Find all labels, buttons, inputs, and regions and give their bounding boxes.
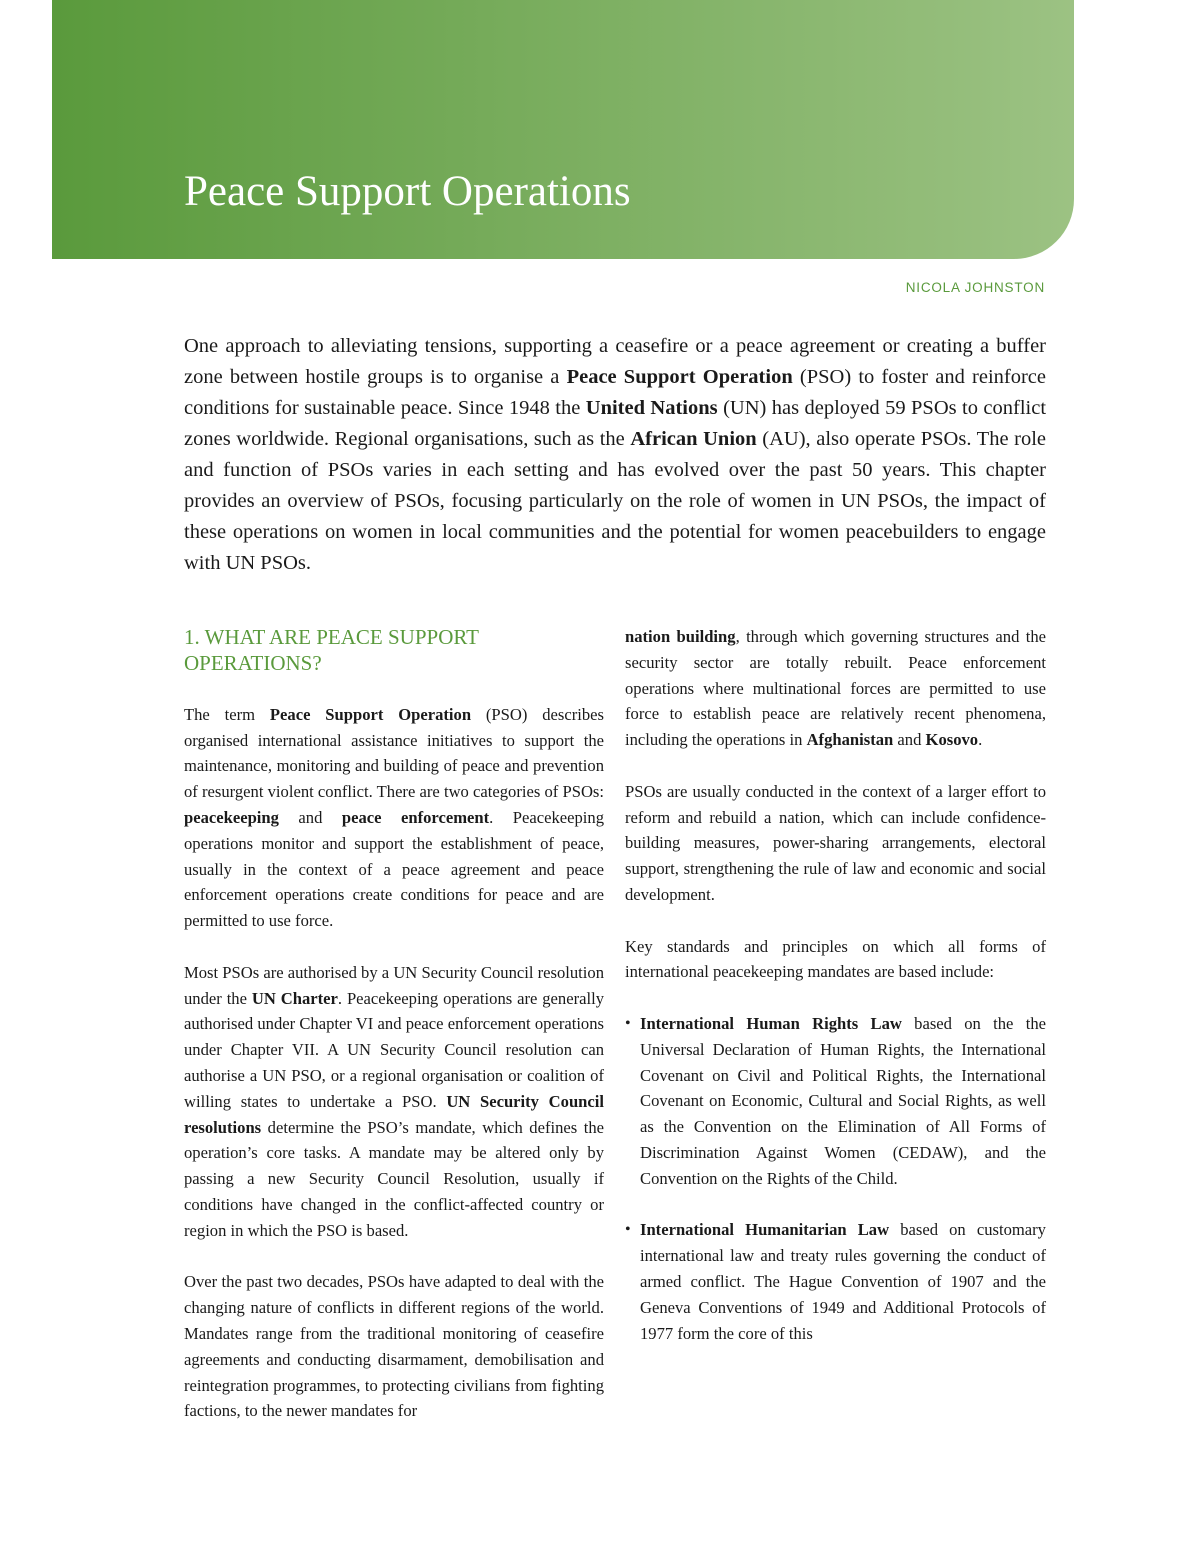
list-item — [625, 1011, 1046, 1192]
bold-term: UN Security Council resolutions — [184, 1091, 604, 1137]
body-paragraph — [184, 1269, 604, 1424]
body-text: , through which governing structures and the security sector are totally rebuilt. Peace enforcement operations where multinational forces are permitted to use force to establish peace are relatively recent phenomena, including the operations in — [625, 627, 1046, 750]
body-text: and — [278, 807, 342, 827]
body-paragraph: PSOs are usually conducted in the context of a larger effort to reform and rebuild a nation, which can include confidence-building measures, power-sharing arrangements, electoral support, strengthening the rule of law and economic and social development. — [625, 781, 1046, 904]
intro-bold-term: Peace Support Operation — [566, 366, 793, 388]
intro-text: (PSO) to foster and reinforce conditions for sustainable peace. Since 1948 the — [184, 366, 1047, 419]
list-item — [625, 1217, 1046, 1346]
left-column — [184, 624, 604, 1450]
bold-term: Afghanistan — [806, 730, 894, 750]
bold-term: peace enforcement — [341, 807, 490, 827]
section-heading: 1. WHAT ARE PEACE SUPPORT OPERATIONS? — [184, 625, 479, 675]
bold-term: UN Charter — [251, 988, 338, 1008]
author-name: NICOLA JOHNSTON — [905, 280, 1045, 295]
body-text: determine the PSO’s mandate, which defines the operation’s core tasks. A mandate may be altered only by passing a new Security Council Resolution, usually if conditions have changed in the conflict-affected country or region in which the PSO is based. — [184, 1117, 604, 1240]
body-paragraph — [184, 960, 604, 1244]
bullet-icon: • — [625, 1221, 631, 1239]
body-text: . Peacekeeping operations monitor and support the establishment of peace, usually in the context of a peace agreement and peace enforcement operations create conditions for peace and are permitted to use force. — [184, 807, 604, 931]
list-item-text: based on the the Universal Declaration of Human Rights, the International Covenant on Civil and Political Rights, the International Covenant on Economic, Cultural and Social Rights, as well as the Convention on the Elimination of All Forms of Discrimination Against Women (CEDAW), and the Convention on the Rights of the Child. — [640, 1013, 1046, 1188]
body-paragraph — [184, 702, 604, 934]
body-text: Most PSOs are authorised by a UN Security Council resolution under the — [184, 962, 604, 1008]
body-paragraph: Key standards and principles on which all forms of international peacekeeping mandates are based include: — [625, 936, 1046, 982]
intro-bold-term: African Union — [630, 428, 757, 450]
bold-term: International Human Rights Law — [640, 1013, 902, 1033]
bold-term: peacekeeping — [184, 807, 279, 827]
intro-bold-term: United Nations — [585, 397, 718, 419]
intro-text: (UN) has deployed 59 PSOs to conflict zones worldwide. Regional organisations, such as the — [184, 397, 1047, 450]
body-paragraph-continued — [625, 624, 1046, 753]
bold-term: nation building — [625, 627, 736, 646]
intro-text: (AU), also operate PSOs. The role and function of PSOs varies in each setting and has evolved over the past 50 years. This chapter provides an overview of PSOs, focusing particularly on the role of women in UN PSOs, the impact of these operations on women in local communities and the potential for women peacebuilders to engage with UN PSOs. — [184, 428, 1047, 574]
bold-term: Peace Support Operation — [269, 704, 472, 724]
page-title: Peace Support Operations — [184, 168, 631, 215]
list-item-text: based on customary international law and treaty rules governing the conduct of armed conflict. The Hague Convention of 1907 and the Geneva Conventions of 1949 and Additional Protocols of 1977 form the core of this — [640, 1220, 1046, 1343]
body-text: and — [893, 730, 926, 750]
bold-term: Kosovo — [925, 730, 979, 750]
bold-term: International Humanitarian Law — [640, 1220, 890, 1240]
body-text: . — [978, 730, 983, 750]
intro-text: One approach to alleviating tensions, supporting a ceasefire or a peace agreement or creating a buffer zone between hostile groups is to organise a — [184, 335, 1046, 388]
body-text: . Peacekeeping operations are generally authorised under Chapter VI and peace enforcement operations under Chapter VII. A UN Security Council resolution can authorise a UN PSO, or a regional organisation or coalition of willing states to undertake a PSO. — [184, 988, 604, 1111]
bullet-icon: • — [625, 1014, 631, 1032]
intro-paragraph — [184, 331, 1046, 579]
body-text: The term — [184, 704, 270, 724]
title-banner — [52, 0, 1074, 259]
standards-list — [625, 1011, 1046, 1346]
right-column — [625, 624, 1046, 1372]
body-text: (PSO) describes organised international assistance initiatives to support the maintenance, monitoring and building of peace and prevention of resurgent violent conflict. There are two categories of PSOs: — [184, 704, 604, 802]
body-text: Over the past two decades, PSOs have adapted to deal with the changing nature of conflicts in different regions of the world. Mandates range from the traditional monitoring of ceasefire agreements and conducting disarmament, demobilisation and reintegration programmes, to protecting civilians from fighting factions, to the newer mandates for — [184, 1272, 604, 1421]
